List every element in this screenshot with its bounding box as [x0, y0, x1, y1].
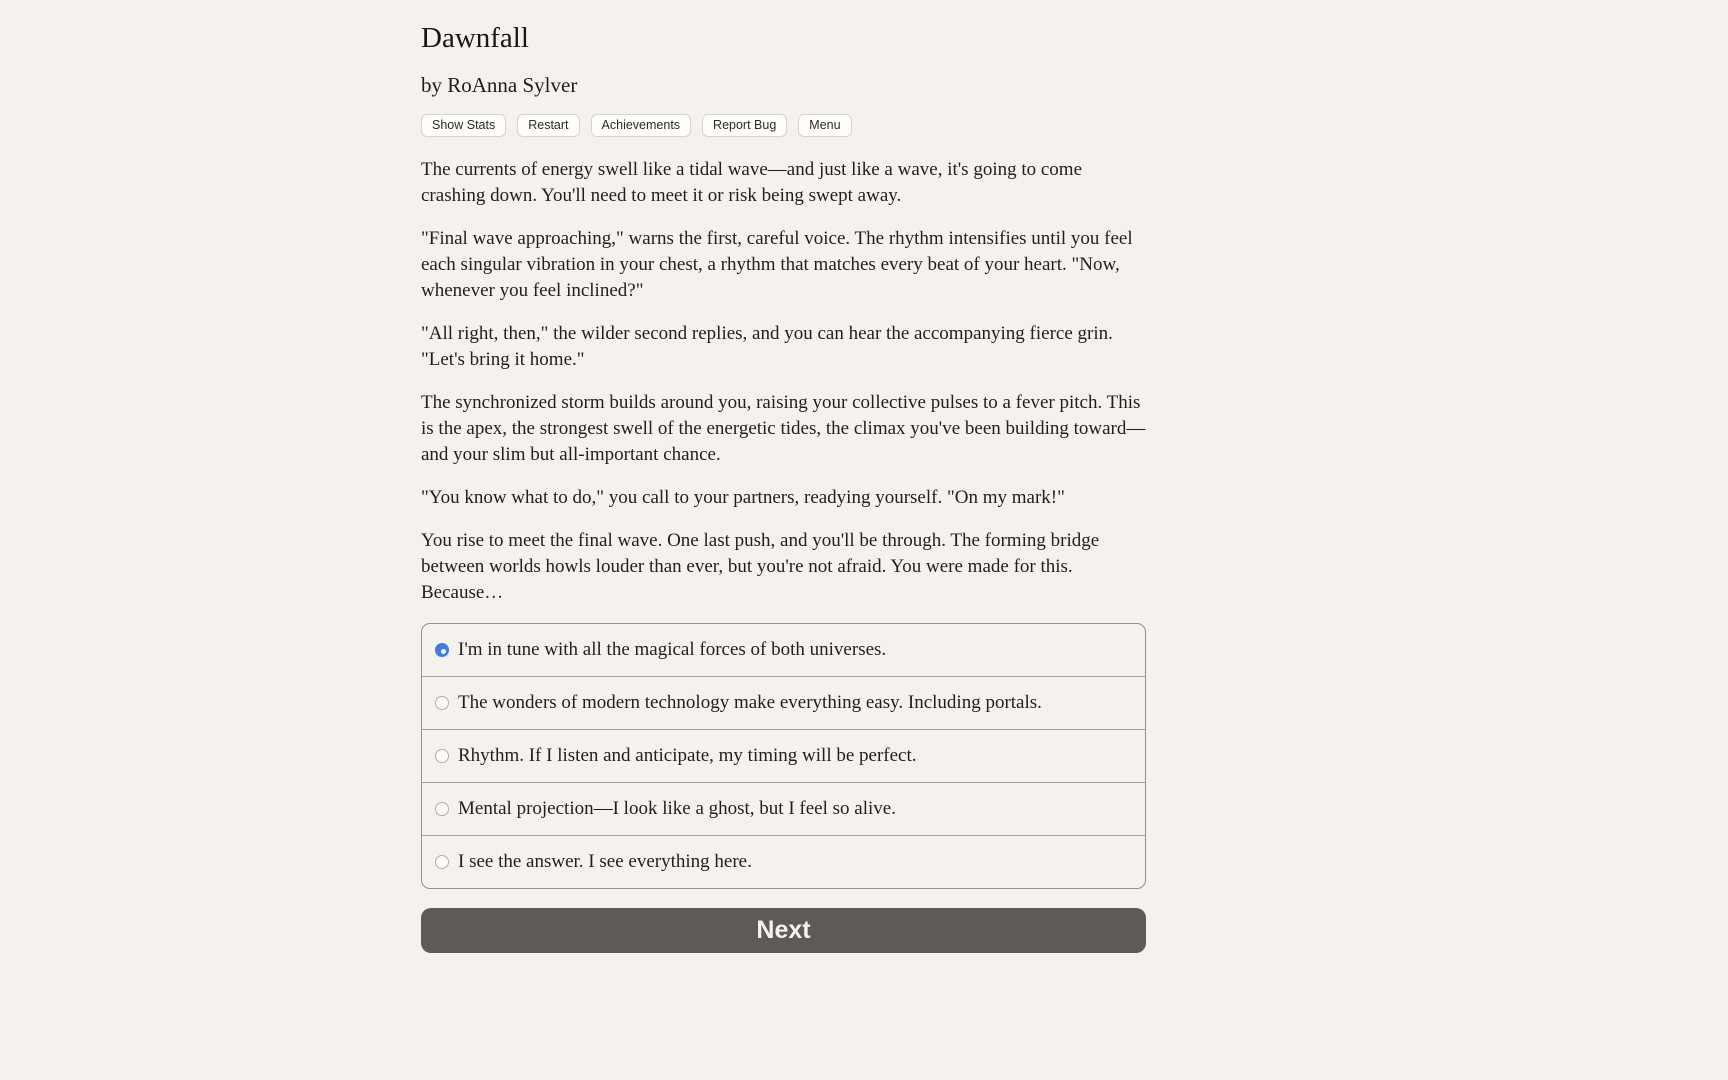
- choice-option-3[interactable]: [422, 729, 1145, 782]
- story-paragraph: "All right, then," the wilder second replies, and you can hear the accompanying fierce grin. "Let's bring it home.": [421, 323, 1113, 370]
- choice-option-1[interactable]: [422, 624, 1145, 676]
- game-title: Dawnfall: [421, 22, 529, 54]
- game-page: [421, 0, 1146, 953]
- choice-option-2[interactable]: [422, 676, 1145, 729]
- achievements-button[interactable]: Achievements: [591, 114, 692, 137]
- radio-unselected-icon[interactable]: [435, 802, 449, 816]
- choice-list: [421, 623, 1146, 889]
- radio-unselected-icon[interactable]: [435, 696, 449, 710]
- radio-unselected-icon[interactable]: [435, 749, 449, 763]
- story-paragraph: The synchronized storm builds around you, raising your collective pulses to a fever pitch. This is the apex, the strongest swell of the energetic tides, the climax you've been building toward—and your slim but all-important chance.: [421, 392, 1146, 465]
- story-paragraph: You rise to meet the final wave. One last push, and you'll be through. The forming bridge between worlds howls louder than ever, but you're not afraid. You were made for this. Because…: [421, 530, 1100, 603]
- choice-label: I see the answer. I see everything here.: [458, 851, 752, 872]
- radio-selected-icon[interactable]: [435, 643, 449, 657]
- menu-button[interactable]: Menu: [798, 114, 851, 137]
- choice-label: Rhythm. If I listen and anticipate, my timing will be perfect.: [458, 745, 917, 766]
- choice-label: The wonders of modern technology make everything easy. Including portals.: [458, 692, 1042, 713]
- next-button[interactable]: Next: [421, 908, 1146, 953]
- story-paragraph: The currents of energy swell like a tidal wave—and just like a wave, it's going to come crashing down. You'll need to meet it or risk being swept away.: [421, 159, 1083, 206]
- toolbar: [421, 114, 1146, 137]
- report-bug-button[interactable]: Report Bug: [702, 114, 787, 137]
- story-paragraph: "Final wave approaching," warns the first, careful voice. The rhythm intensifies until you feel each singular vibration in your chest, a rhythm that matches every beat of your heart. "Now, whenever you feel inclined?": [421, 228, 1133, 301]
- story-paragraph: "You know what to do," you call to your partners, readying yourself. "On my mark!": [421, 487, 1065, 508]
- game-author: by RoAnna Sylver: [421, 73, 578, 97]
- choice-option-4[interactable]: [422, 782, 1145, 835]
- show-stats-button[interactable]: Show Stats: [421, 114, 506, 137]
- story-text: [421, 157, 1146, 606]
- choice-label: Mental projection—I look like a ghost, but I feel so alive.: [458, 798, 896, 819]
- choice-option-5[interactable]: [422, 835, 1145, 888]
- choice-label: I'm in tune with all the magical forces of both universes.: [458, 639, 887, 660]
- radio-unselected-icon[interactable]: [435, 855, 449, 869]
- restart-button[interactable]: Restart: [517, 114, 579, 137]
